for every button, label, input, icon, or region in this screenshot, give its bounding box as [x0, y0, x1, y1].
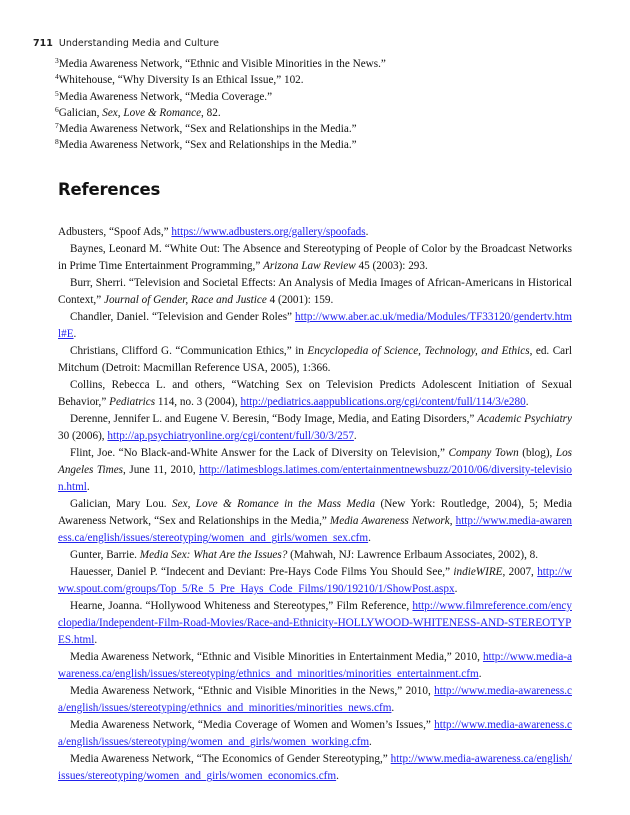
- reference-entry: [58, 275, 572, 309]
- text-run: (Mahwah, NJ: Lawrence Erlbaum Associates, 2002), 8.: [287, 549, 539, 561]
- text-run: Burr, Sherri. “Television and Societal Effects: An Analysis of Media Images of African-Americans in Historical Context,”: [58, 277, 572, 306]
- text-run: .: [336, 770, 339, 782]
- text-run: .: [454, 583, 458, 595]
- endnote-number: 5: [55, 88, 59, 98]
- italic-title: Company Town: [448, 447, 519, 459]
- text-run: 114, no. 3 (2004),: [155, 396, 241, 408]
- reference-entry: [58, 683, 572, 717]
- text-run: Galician, Mary Lou.: [70, 498, 173, 510]
- text-run: Media Awareness Network, “Media Coverage of Women and Women’s Issues,”: [70, 719, 435, 731]
- reference-link[interactable]: http://www.media-awareness.ca/english/issues/stereotyping/women_and_girls/women_working.cfm: [58, 719, 572, 748]
- italic-title: Academic Psychiatry: [477, 413, 572, 425]
- text-run: Media Awareness Network, “Media Coverage.”: [58, 90, 273, 103]
- text-run: Christians, Clifford G. “Communication Ethics,” in: [70, 345, 308, 357]
- italic-title: Media Sex: What Are the Issues?: [139, 549, 288, 561]
- italic-title: Pediatrics: [109, 396, 156, 408]
- endnote: [55, 89, 575, 105]
- text-run: .: [368, 532, 371, 544]
- text-run: Derenne, Jennifer L. and Eugene V. Beresin, “Body Image, Media, and Eating Disorders,”: [70, 413, 478, 425]
- text-run: .: [86, 481, 90, 493]
- text-run: Flint, Joe. “No Black-and-White Answer for the Lack of Diversity on Television,”: [70, 447, 449, 459]
- reference-entry: [58, 343, 572, 377]
- endnote-number: 7: [55, 121, 59, 131]
- italic-title: Arizona Law Review: [263, 260, 356, 272]
- endnotes-list: [55, 56, 575, 154]
- text-run: Adbusters, “Spoof Ads,”: [58, 226, 172, 238]
- reference-entry: [58, 496, 572, 547]
- text-run: Hauesser, Daniel P. “Indecent and Deviant: Pre-Hays Code Films You Should See,”: [70, 566, 454, 578]
- italic-title: Encyclopedia of Science, Technology, and Ethics: [307, 345, 530, 357]
- reference-entry: [58, 547, 572, 564]
- text-run: Media Awareness Network, “Ethnic and Visible Minorities in the News.”: [58, 58, 386, 70]
- italic-title: indieWIRE: [453, 566, 503, 578]
- text-run: Media Awareness Network, “The Economics of Gender Stereotyping,”: [70, 753, 391, 765]
- italic-title: Media Awareness Network: [329, 515, 450, 527]
- book-title: Understanding Media and Culture: [58, 38, 219, 49]
- text-run: Gunter, Barrie.: [70, 549, 140, 561]
- endnote: [55, 121, 575, 137]
- reference-link[interactable]: http://www.aber.ac.uk/media/Modules/TF33120/gendertv.html#E: [58, 311, 572, 340]
- reference-link[interactable]: http://www.spout.com/groups/Top_5/Re_5_Pre_Hays_Code_Films/190/19210/1/ShowPost.aspx: [58, 566, 572, 595]
- endnote: [55, 105, 575, 121]
- reference-entry: [58, 309, 572, 343]
- text-run: ,: [449, 515, 456, 527]
- text-run: , 82.: [201, 106, 221, 119]
- page-number: 711: [33, 38, 53, 49]
- text-run: Chandler, Daniel. “Television and Gender Roles”: [70, 311, 296, 323]
- reference-entry: [58, 564, 572, 598]
- text-run: Baynes, Leonard M. “White Out: The Absence and Stereotyping of People of Color by the Broadcast Networks in Prime Time Entertainment Programming,”: [58, 243, 572, 272]
- reference-link[interactable]: http://latimesblogs.latimes.com/entertainmentnewsbuzz/2010/06/diversity-television.html: [58, 464, 572, 493]
- text-run: (blog),: [518, 447, 556, 459]
- text-run: .: [391, 702, 395, 714]
- text-run: .: [365, 226, 369, 238]
- text-run: Galician,: [58, 106, 103, 119]
- endnote-number: 6: [55, 104, 59, 114]
- reference-link[interactable]: http://www.media-awareness.ca/english/issues/stereotyping/women_and_girls/women_sex.cfm: [58, 515, 572, 544]
- reference-entry: [58, 751, 572, 785]
- endnote-number: 4: [55, 72, 59, 82]
- reference-link[interactable]: http://pediatrics.aappublications.org/cgi/content/full/114/3/e280: [240, 396, 526, 408]
- endnote: [55, 72, 575, 88]
- text-run: , June 11, 2010,: [123, 464, 200, 476]
- endnote-number: 3: [55, 56, 59, 65]
- text-run: .: [73, 328, 77, 340]
- references-heading: References: [58, 180, 161, 199]
- text-run: 4 (2001): 159.: [266, 294, 334, 306]
- endnote-number: 8: [55, 137, 59, 147]
- endnote: [55, 56, 575, 72]
- text-run: .: [525, 396, 529, 408]
- text-run: 30 (2006),: [58, 430, 108, 442]
- text-run: Whitehouse, “Why Diversity Is an Ethical Issue,” 102.: [58, 74, 304, 87]
- text-run: Media Awareness Network, “Sex and Relationships in the Media.”: [58, 139, 357, 152]
- reference-entry: [58, 224, 572, 241]
- text-run: (New York: Routledge, 2004), 5; Media Awareness Network, “Sex and Relationships in the Media,”: [58, 498, 573, 527]
- page-header: [33, 38, 219, 49]
- reference-entry: [58, 717, 572, 751]
- text-run: .: [94, 634, 98, 646]
- reference-entry: [58, 598, 572, 649]
- text-run: , 2007,: [502, 566, 538, 578]
- reference-link[interactable]: http://www.media-awareness.ca/english/issues/stereotyping/ethnics_and_minorities/minorities_news.cfm: [58, 685, 572, 714]
- text-run: .: [353, 430, 357, 442]
- text-run: 45 (2003): 293.: [355, 260, 428, 272]
- endnote: [55, 137, 575, 153]
- text-run: , ed. Carl Mitchum (Detroit: Macmillan Reference USA, 2005), 1:366.: [58, 345, 572, 374]
- text-run: .: [369, 736, 372, 748]
- reference-entry: [58, 649, 572, 683]
- reference-link[interactable]: http://ap.psychiatryonline.org/cgi/content/full/30/3/257: [107, 430, 354, 442]
- text-run: Media Awareness Network, “Ethnic and Visible Minorities in the News,” 2010,: [70, 685, 435, 697]
- reference-link[interactable]: http://www.media-awareness.ca/english/issues/stereotyping/women_and_girls/women_economics.cfm: [58, 753, 572, 782]
- text-run: Media Awareness Network, “Sex and Relationships in the Media.”: [58, 123, 357, 136]
- reference-link[interactable]: http://www.media-awareness.ca/english/issues/stereotyping/ethnics_and_minorities/minorities_entertainment.cfm: [58, 651, 572, 680]
- text-run: Hearne, Joanna. “Hollywood Whiteness and Stereotypes,” Film Reference,: [70, 600, 413, 612]
- italic-title: Sex, Love & Romance in the Mass Media: [172, 498, 376, 510]
- references-list: [58, 224, 572, 785]
- text-run: Collins, Rebecca L. and others, “Watching Sex on Television Predicts Adolescent Initiation of Sexual Behavior,”: [58, 379, 572, 408]
- italic-title: Los Angeles Times: [58, 447, 573, 476]
- reference-link[interactable]: https://www.adbusters.org/gallery/spoofads: [171, 226, 366, 238]
- text-run: Media Awareness Network, “Ethnic and Visible Minorities in Entertainment Media,” 2010,: [70, 651, 483, 663]
- italic-title: Sex, Love & Romance: [102, 106, 202, 119]
- reference-entry: [58, 241, 572, 275]
- reference-entry: [58, 445, 572, 496]
- text-run: .: [478, 668, 482, 680]
- italic-title: Journal of Gender, Race and Justice: [104, 294, 267, 306]
- reference-entry: [58, 411, 572, 445]
- reference-link[interactable]: http://www.filmreference.com/encyclopedia/Independent-Film-Road-Movies/Race-and-Ethnicity-HOLLYWOOD-WHITENESS-AND-STEREOTYPES.html: [58, 600, 572, 646]
- reference-entry: [58, 377, 572, 411]
